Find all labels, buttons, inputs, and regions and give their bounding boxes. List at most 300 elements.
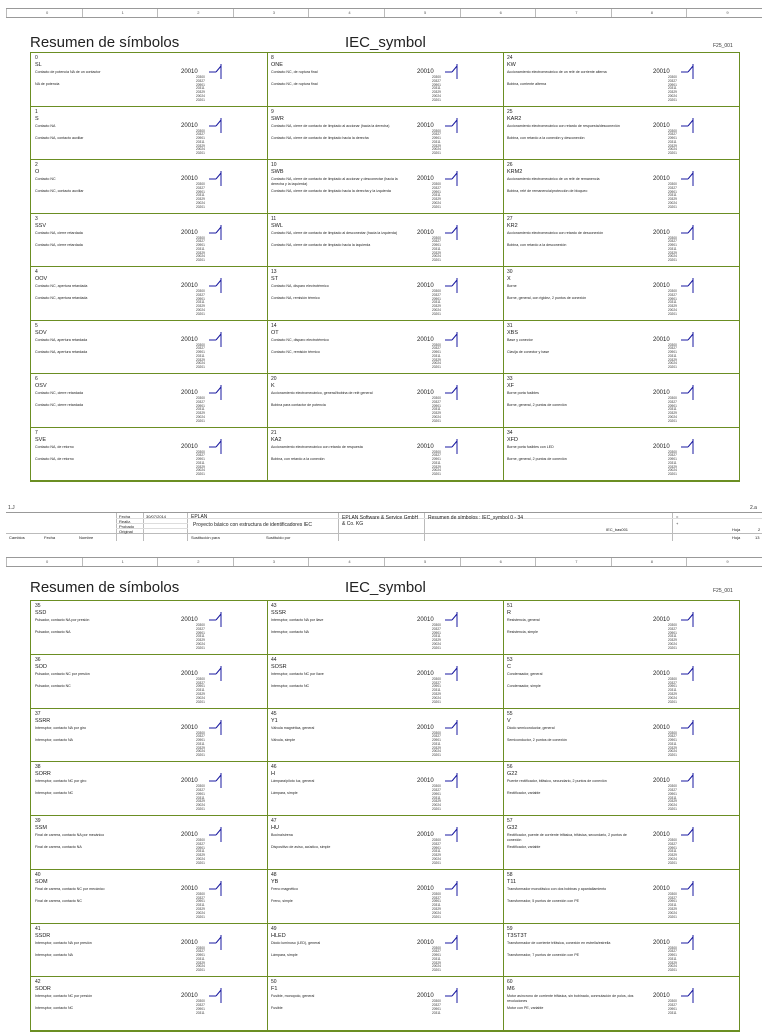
- symbol-number: 25: [507, 108, 513, 115]
- ruler-number: 2: [197, 10, 200, 15]
- project-name: Proyecto básico con estructura de identificadores IEC: [193, 522, 312, 528]
- ruler-number: 5: [424, 10, 427, 15]
- symbol-number: 35: [35, 603, 41, 609]
- symbol-cell[interactable]: [503, 762, 739, 816]
- symbol-big-code: 20010: [181, 939, 198, 946]
- symbol-cell[interactable]: [31, 709, 267, 763]
- symbol-code: SSDR: [35, 932, 51, 939]
- symbol-description: Accionamiento electromecánico con retardo de respuesta/desconexión: [507, 123, 620, 128]
- symbol-function: Borne, general, 2 puntos de conexión: [507, 456, 567, 461]
- symbol-cell[interactable]: [267, 374, 503, 428]
- symbol-code: T11: [507, 878, 517, 885]
- symbol-description: Contacto NC: [35, 177, 56, 181]
- symbol-code: S: [35, 115, 39, 122]
- symbol-big-code: 20010: [653, 443, 670, 450]
- symbol-number: 2: [35, 162, 38, 168]
- symbol-graphic: [679, 276, 703, 294]
- symbol-function: Condensador, simple: [507, 683, 541, 688]
- symbol-cell[interactable]: [31, 53, 267, 107]
- symbol-description: Rectificador, puente de corriente trifásica, trifásica, secundario, 2 puntos de conexión: [507, 833, 627, 842]
- ruler-number: 0: [46, 559, 49, 564]
- ruler-tick: [308, 9, 309, 17]
- symbol-big-code: 20010: [653, 778, 670, 785]
- symbol-graphic: [443, 223, 467, 241]
- symbol-description: Motor asíncrono de corriente trifásica, sin bobinado, conmutación de polos, dos revoluciones: [507, 994, 634, 1003]
- symbol-function: Contacto NC, remisión térmico: [271, 349, 320, 354]
- symbol-description: Contacto NC, apertura retardada: [35, 284, 88, 288]
- symbol-description: Lámpara/piloto luz, general: [271, 779, 315, 784]
- symbol-property-codes: 20300 20327 20901 20311 20329 20024 20201: [196, 784, 205, 812]
- symbol-property-codes: 20300 20327 20901 20311 20329 20024 20201: [668, 342, 677, 370]
- contact-symbol-icon: [443, 116, 467, 134]
- sheet-title: Resumen de símbolos : IEC_symbol 0 - 34: [428, 515, 524, 521]
- symbol-number: 53: [507, 656, 513, 663]
- symbol-description: Pulsador, contacto NC por presión: [35, 671, 90, 676]
- symbol-function: Pulsador, contacto NA: [35, 630, 71, 634]
- symbol-code: H: [271, 771, 275, 778]
- symbol-graphic: [207, 610, 231, 628]
- sustituido-por-label: Sustituido por: [266, 535, 291, 540]
- symbol-function: Rectificador, variable: [507, 845, 541, 849]
- ruler-number: 6: [499, 559, 502, 564]
- symbol-number: 7: [35, 429, 38, 436]
- symbol-cell[interactable]: [31, 428, 267, 482]
- symbol-cell[interactable]: [267, 321, 503, 375]
- title-block: [6, 512, 762, 543]
- symbol-function: Resistencia, simple: [507, 630, 538, 634]
- symbol-code: SODR: [35, 986, 51, 993]
- symbol-function: Contacto NA, cierre de contacto de limpiado hacia la izquierda: [271, 242, 371, 247]
- ruler-number: 1: [121, 559, 124, 564]
- symbol-code: SVE: [35, 436, 47, 443]
- symbol-code: SSRR: [35, 717, 51, 724]
- symbol-description: Interruptor, contacto NC por presión: [35, 994, 93, 999]
- ruler-number: 0: [46, 10, 49, 15]
- symbol-cell[interactable]: [267, 977, 503, 1031]
- sustituido-label: Sustitución para: [191, 535, 220, 540]
- ruler-number: 3: [272, 10, 276, 15]
- symbol-graphic: [207, 169, 231, 187]
- symbol-big-code: 20010: [181, 724, 198, 731]
- symbol-graphic: [207, 330, 231, 348]
- symbol-property-codes: 20300 20327 20901 20311 20329 20024 20201: [196, 891, 205, 919]
- page-subtitle: IEC_symbol: [345, 34, 426, 51]
- symbol-cell[interactable]: [267, 214, 503, 268]
- symbol-cell[interactable]: [503, 428, 739, 482]
- column-ruler-top: [6, 8, 762, 18]
- symbol-cell[interactable]: [267, 655, 503, 709]
- symbol-code: T3ST3T: [507, 932, 527, 939]
- contact-symbol-icon: [207, 330, 231, 348]
- symbol-cell[interactable]: [503, 160, 739, 214]
- symbol-property-codes: 20300 20327 20901 20311 20329 20024 20201: [196, 676, 205, 704]
- symbol-number: 0: [35, 55, 38, 61]
- symbol-cell[interactable]: [503, 214, 739, 268]
- symbol-cell[interactable]: [267, 816, 503, 870]
- symbol-number: 58: [507, 871, 513, 878]
- symbol-code: SOM: [35, 878, 48, 885]
- symbol-number: 9: [271, 108, 274, 115]
- symbol-graphic: [679, 879, 703, 897]
- contact-symbol-icon: [443, 383, 467, 401]
- symbol-number: 4: [35, 269, 38, 275]
- symbol-function: Transformador, 7 puntos de conexión con PE: [507, 952, 579, 957]
- symbol-graphic: [207, 879, 231, 897]
- contact-symbol-icon: [679, 771, 703, 789]
- symbol-function: Interruptor, contacto NA: [35, 737, 73, 742]
- symbol-cell[interactable]: [503, 870, 739, 924]
- symbol-description: Accionamiento electromecánico de un relé de corriente alterna: [507, 70, 607, 74]
- contact-symbol-icon: [679, 383, 703, 401]
- symbol-big-code: 20010: [653, 176, 670, 182]
- symbol-cell[interactable]: [267, 870, 503, 924]
- symbol-property-codes: 20300 20327 20901 20311 20329 20024 20201: [432, 838, 441, 865]
- symbol-property-codes: 20300 20327 20901 20311 20329 20024 20201: [196, 730, 205, 758]
- symbol-property-codes: 20300 20327 20901 20311 20329 20024 20201: [432, 676, 441, 704]
- symbol-property-codes: 20300 20327 20901 20311 20329 20024 20201: [432, 128, 441, 156]
- symbol-cell[interactable]: [267, 428, 503, 482]
- symbol-cell[interactable]: [503, 924, 739, 978]
- symbol-big-code: 20010: [417, 176, 434, 182]
- symbol-number: 44: [271, 656, 277, 663]
- symbol-big-code: 20010: [417, 229, 434, 236]
- contact-symbol-icon: [443, 62, 467, 80]
- ruler-number: 9: [726, 10, 729, 15]
- symbol-property-codes: 20300 20327 20901 20311 20329 20024 20201: [668, 182, 677, 209]
- company-name: EPLAN Software & Service GmbH & Co. KG: [342, 515, 419, 527]
- symbol-big-code: 20010: [181, 885, 198, 892]
- symbol-description: Contacto NA, cierre de contacto de limpiado al accionar (hacia la derecha): [271, 123, 390, 128]
- contact-symbol-icon: [679, 276, 703, 294]
- ruler-number: 8: [650, 559, 654, 564]
- symbol-description: Borne: [507, 284, 517, 288]
- symbol-function: Contacto NC, cierre retardada: [35, 403, 83, 407]
- symbol-description: Transformador monofásico con dos bobinas y apantallamiento: [507, 886, 607, 891]
- symbol-description: Válvula magnética, general: [271, 725, 315, 730]
- ruler-tick: [384, 9, 385, 17]
- symbol-code: SOD: [35, 663, 47, 670]
- symbol-graphic: [679, 933, 703, 951]
- symbol-function: Clavija de conector y base: [507, 349, 550, 354]
- symbol-graphic: [679, 825, 703, 843]
- contact-symbol-icon: [443, 718, 467, 736]
- ruler-tick: [686, 558, 687, 566]
- symbol-property-codes: 20300 20327 20901 20311 20329 20024 20201: [432, 730, 441, 758]
- symbol-code: M6: [507, 986, 515, 993]
- symbol-function: Válvula, simple: [271, 737, 296, 742]
- ruler-tick: [308, 558, 309, 566]
- symbol-graphic: [207, 825, 231, 843]
- symbol-function: Borne, general, 2 puntos de conexión: [507, 403, 567, 407]
- symbol-graphic: [679, 771, 703, 789]
- symbol-number: 8: [271, 55, 274, 61]
- symbol-description: Interruptor, contacto NA por llave: [271, 618, 324, 622]
- symbol-code: XBS: [507, 329, 519, 336]
- symbol-cell[interactable]: [503, 107, 739, 161]
- symbol-function: Contacto NC, contacto auxiliar: [35, 189, 84, 193]
- symbol-code: XF: [507, 383, 515, 389]
- symbol-big-code: 20010: [181, 832, 198, 838]
- contact-symbol-icon: [207, 437, 231, 455]
- symbol-graphic: [679, 330, 703, 348]
- page-title: Resumen de símbolos: [30, 579, 180, 596]
- symbol-code: X: [507, 276, 511, 282]
- ruler-number: 4: [348, 10, 351, 15]
- symbol-big-code: 20010: [181, 390, 198, 396]
- symbol-function: Contacto NA, cierre de contacto de limpiado hacia la derecha: [271, 135, 369, 140]
- page-corner-right: 2.a: [750, 505, 757, 511]
- symbol-cell[interactable]: [31, 267, 267, 321]
- symbol-code: O: [35, 169, 40, 175]
- symbol-code: KR2: [507, 222, 518, 229]
- contact-symbol-icon: [207, 825, 231, 843]
- symbol-property-codes: 20300 20327 20901 20311 20329 20024 20201: [196, 623, 205, 650]
- symbol-function: Interruptor, contacto NC: [35, 791, 74, 796]
- symbol-big-code: 20010: [417, 724, 434, 731]
- symbol-big-code: 20010: [181, 670, 198, 677]
- symbol-column: [267, 53, 504, 481]
- symbol-function: Contacto NA, contacto auxiliar: [35, 135, 84, 140]
- symbol-code: SOV: [35, 329, 47, 336]
- contact-symbol-icon: [443, 933, 467, 951]
- symbol-cell[interactable]: [31, 870, 267, 924]
- symbol-big-code: 20010: [181, 778, 198, 785]
- contact-symbol-icon: [679, 825, 703, 843]
- symbol-big-code: 20010: [653, 724, 670, 731]
- symbol-cell[interactable]: [267, 924, 503, 978]
- symbol-graphic: [679, 116, 703, 134]
- symbol-property-codes: 20300 20327 20901 20311 20329 20024 20201: [668, 623, 677, 650]
- symbol-graphic: [443, 276, 467, 294]
- ruler-number: 9: [726, 559, 729, 564]
- symbol-function: Pulsador, contacto NC: [35, 683, 71, 688]
- symbol-code: SWR: [271, 115, 284, 122]
- symbol-property-codes: 20300 20327 20901 20311 20329 20024 20201: [196, 182, 205, 209]
- symbol-big-code: 20010: [653, 229, 670, 236]
- ruler-number: 7: [575, 10, 578, 15]
- symbol-number: 21: [271, 429, 277, 436]
- ruler-tick: [6, 558, 7, 566]
- symbol-description: Interruptor, contacto NA por giro: [35, 725, 86, 730]
- symbol-code: YB: [271, 878, 279, 885]
- symbol-number: 26: [507, 162, 513, 168]
- symbol-function: Semiconductor, 2 puntos de conexión: [507, 737, 567, 742]
- ruler-tick: [384, 558, 385, 566]
- symbol-graphic: [207, 276, 231, 294]
- symbol-cell[interactable]: [503, 601, 739, 655]
- symbol-graphic: [443, 383, 467, 401]
- symbol-graphic: [679, 62, 703, 80]
- symbol-code: KRM2: [507, 169, 523, 175]
- symbol-function: Bobina, con retardo a la desconexión: [507, 242, 567, 247]
- symbol-description: Final de carrera, contacto NA por mecánico: [35, 833, 105, 837]
- symbol-cell[interactable]: [31, 107, 267, 161]
- symbol-number: 57: [507, 818, 513, 824]
- symbol-property-codes: 20300 20327 20901 20311 20329 20024 20201: [432, 235, 441, 263]
- symbol-description: Transformador de corriente trifásica, conexión en estrella/estrella: [507, 940, 611, 945]
- symbol-big-code: 20010: [653, 69, 670, 75]
- symbol-number: 34: [507, 429, 513, 436]
- symbol-code: SSD: [35, 610, 47, 616]
- ruler-tick: [460, 9, 461, 17]
- symbol-graphic: [679, 986, 703, 1004]
- symbol-code: OT: [271, 329, 279, 336]
- symbol-cell[interactable]: [31, 816, 267, 870]
- symbol-graphic: [443, 718, 467, 736]
- symbol-cell[interactable]: [503, 816, 739, 870]
- contact-symbol-icon: [679, 933, 703, 951]
- symbol-cell[interactable]: [267, 160, 503, 214]
- contact-symbol-icon: [443, 664, 467, 682]
- symbol-number: 59: [507, 925, 513, 932]
- symbol-cell[interactable]: [503, 655, 739, 709]
- ruler-number: 8: [650, 10, 654, 15]
- symbol-number: 10: [271, 162, 277, 168]
- symbol-property-codes: 20300 20327 20901 20311 20329 20024 20201: [668, 75, 677, 102]
- symbol-graphic: [443, 610, 467, 628]
- symbol-function: Lámpara, simple: [271, 791, 298, 796]
- symbol-description: Accionamiento electromecánico con retardo de respuesta: [271, 444, 363, 449]
- symbol-cell[interactable]: [31, 374, 267, 428]
- symbol-column: [267, 601, 504, 1031]
- symbol-big-code: 20010: [181, 229, 198, 236]
- symbol-cell[interactable]: [267, 267, 503, 321]
- symbol-graphic: [679, 169, 703, 187]
- symbol-description: Bocina/sirena: [271, 833, 293, 837]
- ruler-tick: [233, 9, 234, 17]
- fecha2-label: Fecha: [44, 535, 56, 540]
- symbol-cell[interactable]: [31, 601, 267, 655]
- symbol-property-codes: 20300 20327 20901 20311 20329 20024 20201: [432, 75, 441, 102]
- symbol-graphic: [443, 879, 467, 897]
- symbol-graphic: [443, 330, 467, 348]
- document-id: F25_001: [713, 43, 733, 49]
- ruler-tick: [157, 9, 158, 17]
- symbol-description: Accionamiento electromecánico de un relé de remanencia: [507, 177, 600, 181]
- symbol-function: Contacto NA, cierre retardada: [35, 242, 83, 247]
- page-title: Resumen de símbolos: [30, 34, 180, 51]
- ruler-tick: [535, 558, 536, 566]
- symbol-big-code: 20010: [653, 832, 670, 838]
- symbol-number: 3: [35, 215, 38, 222]
- symbol-cell[interactable]: [503, 709, 739, 763]
- symbol-cell[interactable]: [31, 321, 267, 375]
- symbol-property-codes: 20300 20327 20901 20311: [196, 999, 205, 1015]
- symbol-function: Contacto NA, cierre de contacto de limpiado hacia la derecha y la izquierda: [271, 189, 391, 193]
- page-subtitle: IEC_symbol: [345, 579, 426, 596]
- symbol-property-codes: 20300 20327 20901 20311: [432, 999, 441, 1015]
- symbol-code: F1: [271, 986, 278, 993]
- symbol-code: SL: [35, 62, 42, 68]
- symbol-property-codes: 20300 20327 20901 20311 20329 20024 20201: [432, 891, 441, 919]
- symbol-cell[interactable]: [31, 214, 267, 268]
- symbol-graphic: [443, 169, 467, 187]
- contact-symbol-icon: [207, 771, 231, 789]
- symbol-column: [31, 601, 268, 1031]
- symbol-property-codes: 20300 20327 20901 20311 20329 20024 20201: [196, 838, 205, 865]
- symbol-cell[interactable]: [503, 977, 739, 1031]
- symbol-code: Y1: [271, 717, 278, 724]
- symbol-code: SSSR: [271, 610, 286, 616]
- symbol-number: 45: [271, 710, 277, 717]
- symbol-big-code: 20010: [181, 336, 198, 343]
- symbol-cell[interactable]: [267, 107, 503, 161]
- symbol-property-codes: 20300 20327 20901 20311 20329 20024 20201: [668, 449, 677, 477]
- symbol-code: SWL: [271, 222, 283, 229]
- symbol-cell[interactable]: [31, 977, 267, 1031]
- cambios-label: Cambios: [9, 535, 25, 540]
- ruler-number: 2: [197, 559, 200, 564]
- contact-symbol-icon: [679, 223, 703, 241]
- symbol-cell[interactable]: [267, 601, 503, 655]
- symbol-function: Interruptor, contacto NC: [271, 683, 310, 688]
- symbol-cell[interactable]: [503, 321, 739, 375]
- hoja-value: 2: [758, 527, 761, 532]
- symbol-description: Final de carrera, contacto NC por mecánico: [35, 886, 105, 891]
- symbol-code: C: [507, 663, 511, 670]
- symbol-property-codes: 20300 20327 20901 20311 20329 20024 20201: [196, 342, 205, 370]
- contact-symbol-icon: [679, 986, 703, 1004]
- symbol-property-codes: 20300 20327 20901 20311 20329 20024 20201: [668, 289, 677, 316]
- symbol-description: Puente rectificador, bifásico, secundario, 2 puntos de conexión: [507, 779, 607, 784]
- symbol-property-codes: 20300 20327 20901 20311 20329 20024 20201: [432, 784, 441, 812]
- symbol-cell[interactable]: [31, 160, 267, 214]
- symbol-big-code: 20010: [653, 885, 670, 892]
- symbol-graphic: [207, 223, 231, 241]
- symbol-description: Resistencia, general: [507, 618, 540, 622]
- symbol-description: Contacto NA, disparo electrotérmico: [271, 284, 329, 288]
- symbol-description: Contacto NC, de ruptura final: [271, 70, 318, 74]
- symbol-number: 43: [271, 603, 277, 609]
- symbol-number: 55: [507, 710, 513, 717]
- symbol-code: SWB: [271, 169, 284, 175]
- symbol-description: Borne porta fusibles con LED: [507, 444, 554, 449]
- symbol-cell[interactable]: [503, 53, 739, 107]
- document-id: F25_001: [713, 588, 733, 594]
- probado-label: Probado: [119, 524, 135, 529]
- symbol-number: 24: [507, 55, 513, 61]
- symbol-graphic: [443, 116, 467, 134]
- symbol-code: ONE: [271, 62, 283, 68]
- symbol-cell[interactable]: [267, 762, 503, 816]
- symbol-cell[interactable]: [503, 374, 739, 428]
- symbol-cell[interactable]: [31, 655, 267, 709]
- symbol-cell[interactable]: [31, 762, 267, 816]
- symbol-big-code: 20010: [417, 993, 434, 1000]
- symbol-cell[interactable]: [267, 53, 503, 107]
- symbol-property-codes: 20300 20327 20901 20311 20329 20024 20201: [668, 784, 677, 812]
- symbol-property-codes: 20300 20327 20901 20311 20329 20024 20201: [432, 396, 441, 423]
- symbol-big-code: 20010: [653, 670, 670, 677]
- symbol-function: Interruptor, contacto NC: [35, 1006, 74, 1011]
- symbol-property-codes: 20300 20327 20901 20311 20329 20024 20201: [432, 182, 441, 209]
- symbol-description: Diodo semiconductor, general: [507, 725, 555, 730]
- symbol-number: 27: [507, 215, 513, 222]
- symbol-graphic: [207, 986, 231, 1004]
- symbol-cell[interactable]: [267, 709, 503, 763]
- symbol-description: Freno magnético: [271, 886, 298, 891]
- symbol-big-code: 20010: [181, 69, 198, 75]
- symbol-description: Pulsador, contacto NA por presión: [35, 618, 90, 622]
- symbol-number: 37: [35, 710, 41, 717]
- symbol-code: HLED: [271, 932, 286, 939]
- ruler-tick: [611, 9, 612, 17]
- symbol-code: ST: [271, 276, 279, 282]
- symbol-description: Base y conector: [507, 337, 533, 342]
- symbol-cell[interactable]: [503, 267, 739, 321]
- symbol-function: Contacto NC, de ruptura final: [271, 82, 318, 86]
- symbol-cell[interactable]: [31, 924, 267, 978]
